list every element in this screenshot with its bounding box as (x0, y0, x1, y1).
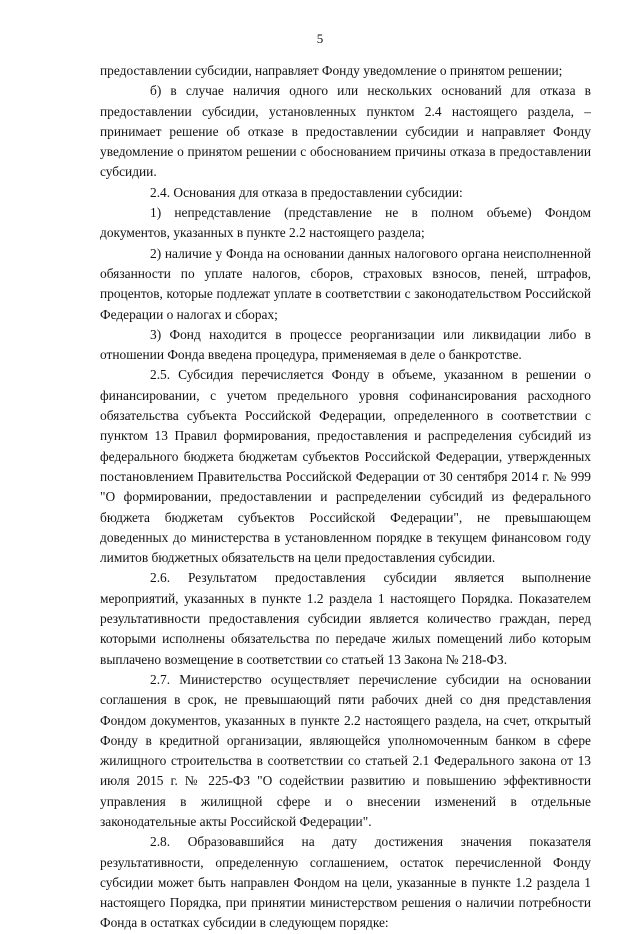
paragraph: 2.6. Результатом предоставления субсидии является выполнение мероприятий, указанных в пункте 1.2 раздела 1 настоящего Порядка. Показателем результативности предоставления субсидии является количество граждан, перед которыми исполнены обязательства по передаче жилых помещений либо которым выплачено возмещение в соответствии со статьей 13 Закона № 218-ФЗ. (100, 570, 591, 667)
section-heading: 2.4. Основания для отказа в предоставлении субсидии: (150, 184, 463, 200)
paragraph: 2.7. Министерство осуществляет перечисление субсидии на основании соглашения в срок, не превышающий пяти рабочих дней со дня представления Фондом документов, указанных в пункте 2.2 настоящего раздела, на счет, открытый Фонду в кредитной организации, являющейся уполномоченным банком в сфере жилищного строительства в соответствии со статьей 2.1 Федерального закона от 13 июля 2015 г. № 225-ФЗ "О содействии развитию и повышению эффективности управления в жилищной сфере и о внесении изменений в отдельные законодательные акты Российской Федерации". (100, 671, 591, 829)
page-number: 5 (316, 31, 324, 46)
list-item: 1) непредставление (представление не в полном объеме) Фондом документов, указанных в пункте 2.2 настоящего раздела; (100, 205, 591, 241)
paragraph: 2.8. Образовавшийся на дату достижения значения показателя результативности, определенную соглашением, остаток перечисленной Фонду субсидии может быть направлен Фондом на цели, указанные в пункте 1.2 раздела 1 настоящего Порядка, при принятии министерством решения о наличии потребности Фонда в остатках субсидии в следующем порядке: (100, 834, 591, 931)
list-item: 2) наличие у Фонда на основании данных налогового органа неисполненной обязанности по уплате налогов, сборов, страховых взносов, пеней, штрафов, процентов, которые подлежат уплате в соответствии с законодательством Российской Федерации о налогах и сборах; (100, 245, 591, 322)
paragraph: б) в случае наличия одного или нескольких оснований для отказа в предоставлении субсидии, установленных пунктом 2.4 настоящего раздела, – принимает решение об отказе в предоставлении субсидии и направляет Фонду уведомление о принятом решении с обоснованием причины отказа в предоставлении субсидии. (100, 83, 591, 180)
document-body (100, 61, 591, 934)
paragraph: 2.5. Субсидия перечисляется Фонду в объеме, указанном в решении о финансировании, с учетом предельного уровня софинансирования расходного обязательства субъекта Российской Федерации, определенного в соответствии с пунктом 13 Правил формирования, предоставления и распределения субсидий из федерального бюджета бюджетам субъектов Российской Федерации, утвержденных постановлением Правительства Российской Федерации от 30 сентября 2014 г. № 999 "О формировании, предоставлении и распределении субсидий из федерального бюджета бюджетам субъектов Российской Федерации", не превышающем доведенных до министерства в установленном порядке в текущем финансовом году лимитов бюджетных обязательств на цели предоставления субсидии. (100, 367, 591, 566)
list-item: 3) Фонд находится в процессе реорганизации или ликвидации либо в отношении Фонда введена процедура, применяемая в деле о банкротстве. (100, 326, 591, 363)
paragraph: предоставлении субсидии, направляет Фонду уведомление о принятом решении; (100, 63, 563, 78)
